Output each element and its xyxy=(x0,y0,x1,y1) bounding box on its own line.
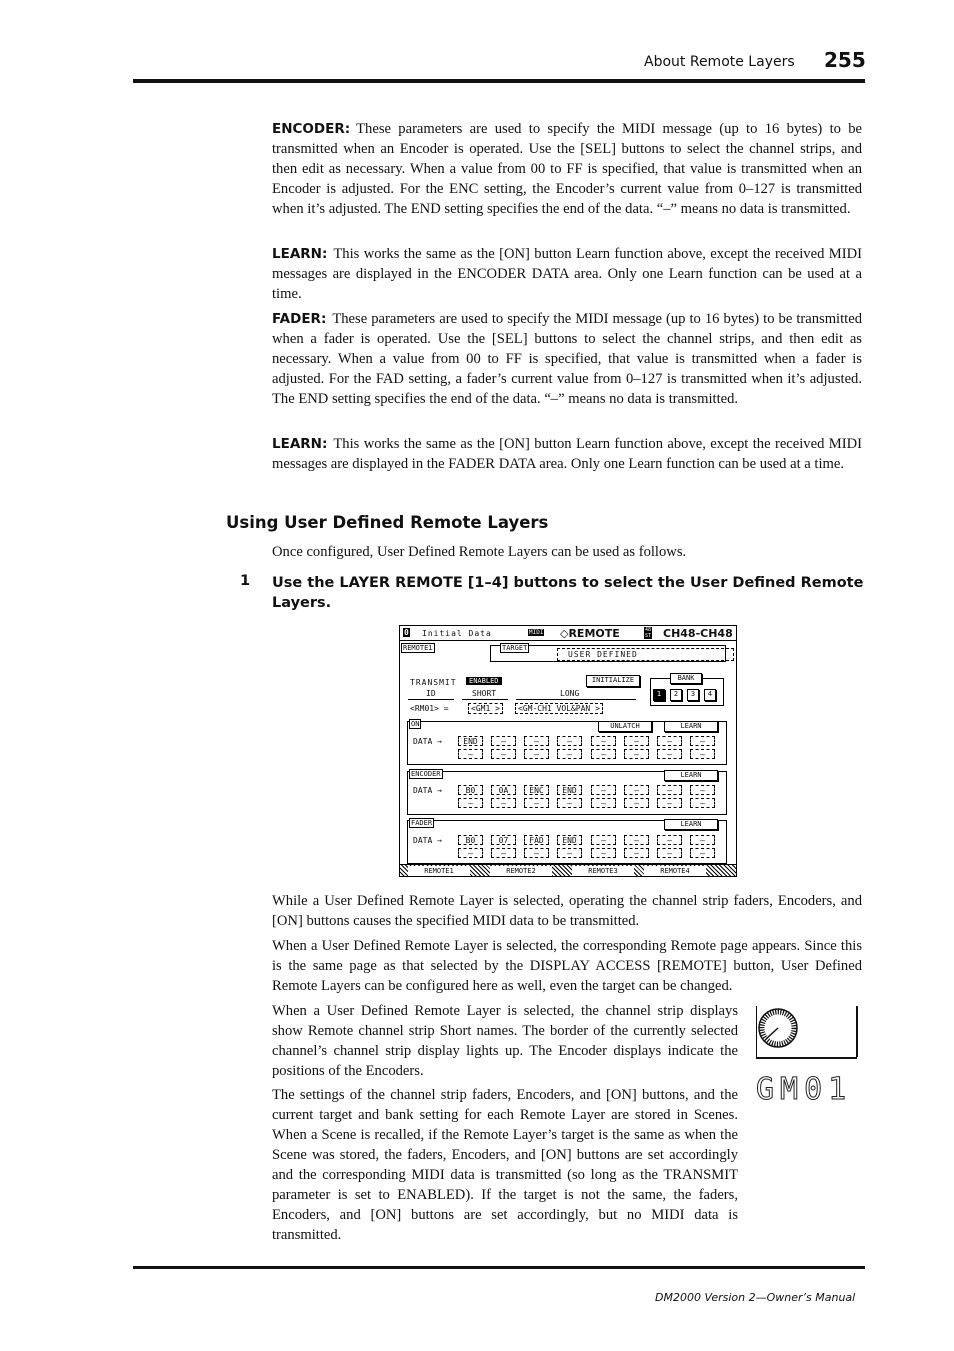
step-text: Use the LAYER REMOTE [1–4] buttons to select the User Defined Remote Layers. xyxy=(272,575,864,611)
data-byte-field[interactable]: 0A xyxy=(491,785,516,795)
id-underline xyxy=(408,699,454,700)
data-byte-field[interactable]: END xyxy=(458,736,483,746)
data-byte-field[interactable]: – xyxy=(690,848,715,858)
data-byte-field[interactable]: – xyxy=(491,736,516,746)
data-byte-field[interactable]: – xyxy=(591,798,616,808)
on-data-label: DATA → xyxy=(413,737,442,746)
tab-remote4[interactable]: REMOTE4 xyxy=(644,866,706,876)
target-label: TARGET xyxy=(502,644,528,652)
data-byte-field[interactable]: – xyxy=(557,749,582,759)
encoder-display xyxy=(756,1005,859,1061)
target-value[interactable]: USER DEFINED xyxy=(557,648,734,661)
page-number: 255 xyxy=(824,48,866,72)
encoder-paragraph xyxy=(272,119,862,219)
scene-title: Initial Data xyxy=(422,629,492,638)
learn-text: This works the same as the [ON] button Learn function above, except the received MIDI messages are displayed in the FADER DATA area. Only one Learn function can be used at a time. xyxy=(272,436,862,472)
long-name-field[interactable]: <GM-CH1 VOL&PAN > xyxy=(515,703,603,714)
fader-text: These parameters are used to specify the MIDI message (up to 16 bytes) to be transmitted when a fader is operated. Use the [SEL] buttons to select the channel strips, and then edit as necessary. When a value from 00 to FF is specified, that value is transmitted when a fader is adjusted. For the FAD setting, a fader’s current value from 0–127 is transmitted when it’s adjusted. The END setting specifies the end of the data. “–” means no data is transmitted. xyxy=(272,311,862,407)
short-column-label: SHORT xyxy=(472,689,497,698)
data-byte-field[interactable]: – xyxy=(657,798,682,808)
section-intro: Once configured, User Defined Remote Layers can be used as follows. xyxy=(272,544,687,560)
data-byte-field[interactable]: – xyxy=(524,749,549,759)
short-name-field[interactable]: <GM1 > xyxy=(468,703,503,714)
data-byte-field[interactable]: – xyxy=(591,848,616,858)
encoder-text: These parameters are used to specify the MIDI message (up to 16 bytes) to be transmitted when an Encoder is operated. Use the [SEL] buttons to select the channel strips, and then edit as necessary. When a value from 00 to FF is specified, that value is transmitted when an Encoder is adjusted. For the ENC setting, the Encoder’s current value from 0–127 is transmitted when it’s adjusted. The END setting specifies the end of the data. “–” means no data is transmitted. xyxy=(272,121,862,217)
data-byte-field[interactable]: – xyxy=(690,798,715,808)
encoder-learn-button[interactable]: LEARN xyxy=(664,770,718,781)
id-column-label: ID xyxy=(426,689,436,698)
initialize-button[interactable]: INITIALIZE xyxy=(586,675,640,687)
data-byte-field[interactable]: – xyxy=(524,798,549,808)
data-byte-field[interactable]: – xyxy=(624,749,649,759)
remote-tab-bar xyxy=(400,864,736,877)
data-byte-field[interactable]: B0 xyxy=(458,835,483,845)
step-number: 1 xyxy=(240,573,251,589)
tab-remote1[interactable]: REMOTE1 xyxy=(408,866,470,876)
data-byte-field[interactable]: END xyxy=(557,835,582,845)
channel-range: CH48-CH48 xyxy=(663,627,733,640)
header-rule xyxy=(133,79,865,83)
data-byte-field[interactable]: – xyxy=(690,749,715,759)
fader-learn-button[interactable]: LEARN xyxy=(664,819,718,830)
data-byte-field[interactable]: – xyxy=(557,848,582,858)
data-byte-field[interactable]: – xyxy=(624,798,649,808)
data-byte-field[interactable]: – xyxy=(591,835,616,845)
after-paragraph-4 xyxy=(272,1085,738,1245)
data-byte-field[interactable]: – xyxy=(624,736,649,746)
section-heading: Using User Defined Remote Layers xyxy=(226,513,549,532)
page-title: ◇REMOTE xyxy=(560,627,620,640)
data-byte-field[interactable]: – xyxy=(491,798,516,808)
data-byte-field[interactable]: – xyxy=(624,785,649,795)
data-byte-field[interactable]: – xyxy=(591,736,616,746)
data-byte-field[interactable]: – xyxy=(458,848,483,858)
encoder-data-label: DATA → xyxy=(413,786,442,795)
data-byte-field[interactable]: – xyxy=(657,749,682,759)
after-paragraph-3: When a User Defined Remote Layer is selected, the channel strip displays show Remote channel strip Short names. The border of the currently selected channel’s channel strip display lights up. The Encoder displays indicate the positions of the Encoders. xyxy=(272,1003,738,1079)
scene-memory: 0 xyxy=(404,628,409,637)
long-underline xyxy=(516,699,636,700)
short-underline xyxy=(462,699,508,700)
data-byte-field[interactable]: – xyxy=(591,785,616,795)
data-byte-field[interactable]: – xyxy=(657,835,682,845)
on-label: ON xyxy=(411,720,420,728)
learn-term: LEARN: xyxy=(272,246,328,262)
data-byte-field[interactable]: – xyxy=(657,848,682,858)
fader-paragraph xyxy=(272,309,862,409)
remote-screen xyxy=(399,625,737,877)
data-byte-field[interactable]: – xyxy=(690,835,715,845)
bank-label: BANK xyxy=(670,673,702,684)
tab-remote2[interactable]: REMOTE2 xyxy=(490,866,552,876)
footer-text: DM2000 Version 2—Owner’s Manual xyxy=(655,1291,856,1304)
bank-3-button[interactable]: 3 xyxy=(687,689,699,701)
remote-label: REMOTE1 xyxy=(403,644,433,652)
footer-rule xyxy=(133,1266,865,1269)
long-column-label: LONG xyxy=(560,689,580,698)
data-byte-field[interactable]: – xyxy=(491,848,516,858)
midi-badge: MIDI xyxy=(529,629,544,636)
on-learn-button[interactable]: LEARN xyxy=(664,721,718,732)
fader-label: FADER xyxy=(411,819,433,827)
fader-data-label: DATA → xyxy=(413,836,442,845)
unlatch-button[interactable]: UNLATCH xyxy=(598,721,652,732)
data-byte-field[interactable]: – xyxy=(458,798,483,808)
data-byte-field[interactable]: – xyxy=(557,798,582,808)
bank-2-button[interactable]: 2 xyxy=(670,689,682,701)
learn-term: LEARN: xyxy=(272,436,328,452)
data-byte-field[interactable]: END xyxy=(557,785,582,795)
data-byte-field[interactable]: – xyxy=(657,736,682,746)
data-byte-field[interactable]: FAD xyxy=(524,835,549,845)
transmit-label: TRANSMIT xyxy=(410,678,457,687)
tab-remote3[interactable]: REMOTE3 xyxy=(572,866,634,876)
data-byte-field[interactable]: 07 xyxy=(491,835,516,845)
data-byte-field[interactable]: – xyxy=(690,785,715,795)
data-byte-field[interactable]: – xyxy=(690,736,715,746)
data-byte-field[interactable]: B0 xyxy=(458,785,483,795)
data-byte-field[interactable]: – xyxy=(458,749,483,759)
data-byte-field[interactable]: – xyxy=(624,835,649,845)
after-paragraph-4-text: The settings of the channel strip faders, Encoders, and [ON] buttons, and the current target and bank setting for each Remote Layer are stored in Scenes. When a Scene is recalled, if the Remote Layer’s target is the same as when the Scene was stored, the faders, Encoders, and [ON] buttons are set accordingly and the corresponding MIDI data is transmitted (so long as the TRANSMIT parameter is set to ENABLED). If the target is not the same, the faders, Encoders, and [ON] buttons are set accordingly, but no MIDI data is transmitted. xyxy=(272,1087,738,1243)
learn-encoder-paragraph xyxy=(272,244,862,304)
transmit-value[interactable]: ENABLED xyxy=(466,677,502,685)
data-byte-field[interactable]: – xyxy=(491,749,516,759)
bank-4-button[interactable]: 4 xyxy=(704,689,716,701)
encoder-label: ENCODER xyxy=(411,770,441,778)
data-byte-field[interactable]: – xyxy=(624,848,649,858)
data-byte-field[interactable]: – xyxy=(657,785,682,795)
channel-badge: 48 ST xyxy=(645,627,652,639)
data-byte-field[interactable]: – xyxy=(524,848,549,858)
encoder-short-name-display: GM01 xyxy=(756,1072,853,1107)
running-header-title: About Remote Layers xyxy=(644,54,795,70)
after-paragraph-1: While a User Defined Remote Layer is selected, operating the channel strip faders, Encoders, and [ON] buttons causes the specified MIDI data to be transmitted. xyxy=(272,893,862,929)
after-paragraph-2: When a User Defined Remote Layer is selected, the corresponding Remote page appears. Since this is the same page as that selected by the DISPLAY ACCESS [REMOTE] button, User Defined Remote Layers can be configured here as well, even the target can be changed. xyxy=(272,938,862,994)
data-byte-field[interactable]: – xyxy=(524,736,549,746)
data-byte-field[interactable]: ENC xyxy=(524,785,549,795)
encoder-term: ENCODER: xyxy=(272,121,351,137)
data-byte-field[interactable]: – xyxy=(557,736,582,746)
learn-text: This works the same as the [ON] button Learn function above, except the received MIDI messages are displayed in the ENCODER DATA area. Only one Learn function can be used at a time. xyxy=(272,246,862,302)
data-byte-field[interactable]: – xyxy=(591,749,616,759)
id-value: <RM01> = xyxy=(410,704,449,713)
fader-term: FADER: xyxy=(272,311,327,327)
bank-1-button[interactable]: 1 xyxy=(653,689,665,701)
learn-fader-paragraph xyxy=(272,434,862,474)
